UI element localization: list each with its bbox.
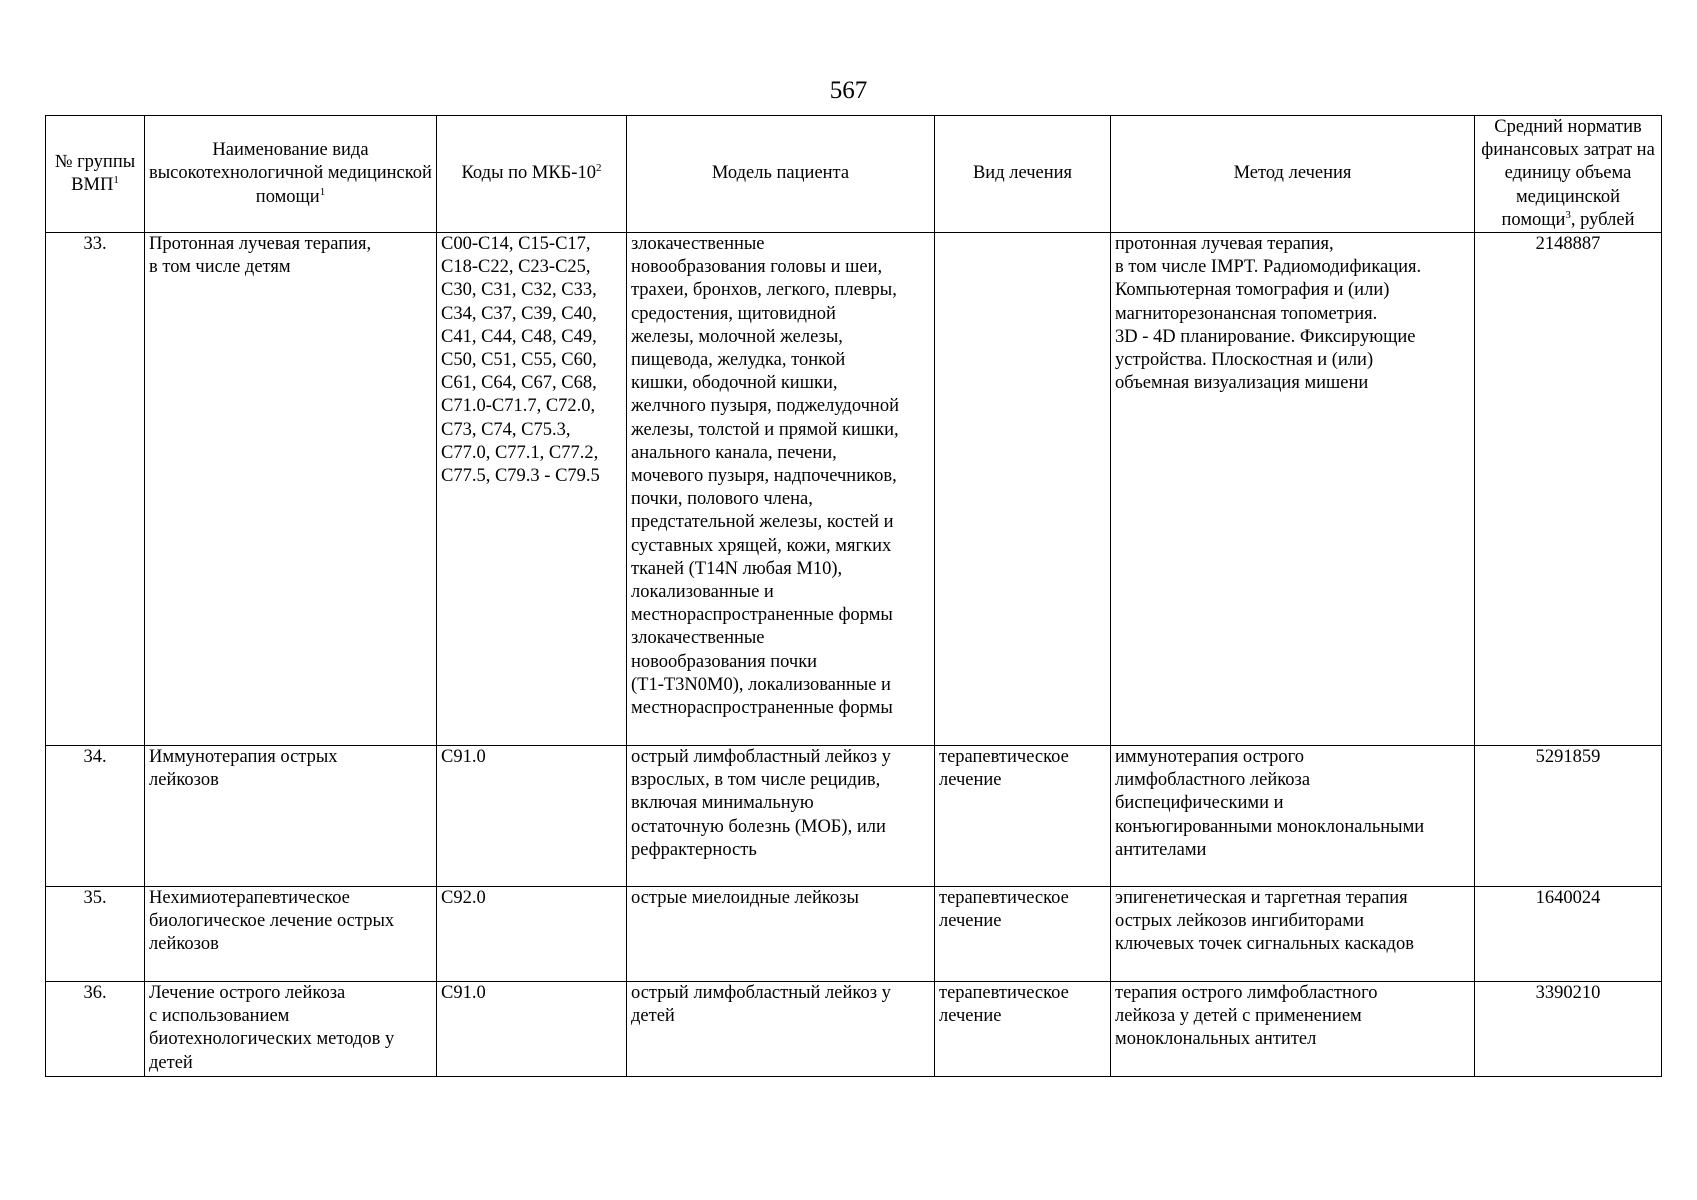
cell-cost: 1640024 [1475,887,1662,982]
cell-patient-model: острые миелоидные лейкозы [627,887,935,982]
table-row [46,746,1662,887]
page-number: 567 [829,77,868,104]
cell-group-no: 35. [46,887,145,982]
header-patient-model: Модель пациента [627,116,935,233]
header-treatment-method: Метод лечения [1111,116,1475,233]
cell-name: Иммунотерапия острых лейкозов [145,746,437,887]
cell-treatment-method: эпигенетическая и таргетная терапия острых лейкозов ингибиторами ключевых точек сигнальных каскадов [1111,887,1475,982]
table-row [46,982,1662,1077]
cell-codes: С00-С14, С15-С17, С18-С22, С23-С25, С30, С31, С32, С33, С34, С37, С39, С40, С41, С44, С48, С49, С50, С51, С55, С60, С61, С64, С67, С68, С71.0-С71.7, С72.0, С73, С74, С75.3, С77.0, С77.1, С77.2, С77.5, С79.3 - С79.5 [437,233,627,746]
cell-codes: С92.0 [437,887,627,982]
cell-cost: 3390210 [1475,982,1662,1077]
table-row [46,887,1662,982]
header-group-no: № группы ВМП$^1$ [46,116,145,233]
cell-cost: 5291859 [1475,746,1662,887]
header-codes: Коды по МКБ-$10^2$ [437,116,627,233]
header-treatment-type: Вид лечения [935,116,1111,233]
cell-codes: С91.0 [437,982,627,1077]
cell-name: Протонная лучевая терапия, в том числе детям [145,233,437,746]
cell-treatment-type: терапевтическое лечение [935,746,1111,887]
cell-group-no: 34. [46,746,145,887]
cell-treatment-type: терапевтическое лечение [935,887,1111,982]
cell-treatment-method: протонная лучевая терапия, в том числе IMPT. Радиомодификация. Компьютерная томография и (или) магниторезонансная топометрия. 3D - 4D планирование. Фиксирующие устройства. Плоскостная и (или) объемная визуализация мишени [1111,233,1475,746]
cell-treatment-type [935,233,1111,746]
vmp-table [45,115,1662,1077]
header-row [46,116,1662,233]
header-name: Наименование вида высокотехнологичной медицинской помощи$^1$ [145,116,437,233]
table-row [46,233,1662,746]
cell-name: Лечение острого лейкоза с использованием биотехнологических методов у детей [145,982,437,1077]
cell-group-no: 33. [46,233,145,746]
cell-name: Нехимиотерапевтическое биологическое лечение острых лейкозов [145,887,437,982]
cell-patient-model: злокачественные новообразования головы и шеи, трахеи, бронхов, легкого, плевры, средостения, щитовидной железы, молочной железы, пищевода, желудка, тонкой кишки, ободочной кишки, желчного пузыря, поджелудочной железы, толстой и прямой кишки, анального канала, печени, мочевого пузыря, надпочечников, почки, полового члена, предстательной железы, костей и суставных хрящей, кожи, мягких тканей (T14N любая M10), локализованные и местнораспространенные формы злокачественные новообразования почки (T1-T3N0M0), локализованные и местнораспространенные формы [627,233,935,746]
cell-treatment-type: терапевтическое лечение [935,982,1111,1077]
cell-cost: 2148887 [1475,233,1662,746]
cell-patient-model: острый лимфобластный лейкоз у взрослых, в том числе рецидив, включая минимальную остаточную болезнь (МОБ), или рефрактерность [627,746,935,887]
cell-codes: С91.0 [437,746,627,887]
cell-patient-model: острый лимфобластный лейкоз у детей [627,982,935,1077]
cell-treatment-method: иммунотерапия острого лимфобластного лейкоза биспецифическими и конъюгированными моноклональными антителами [1111,746,1475,887]
cell-treatment-method: терапия острого лимфобластного лейкоза у детей с применением моноклональных антител [1111,982,1475,1077]
header-cost: Средний норматив финансовых затрат на единицу объема медицинской помощи$^3$, рублей [1475,116,1662,233]
cell-group-no: 36. [46,982,145,1077]
